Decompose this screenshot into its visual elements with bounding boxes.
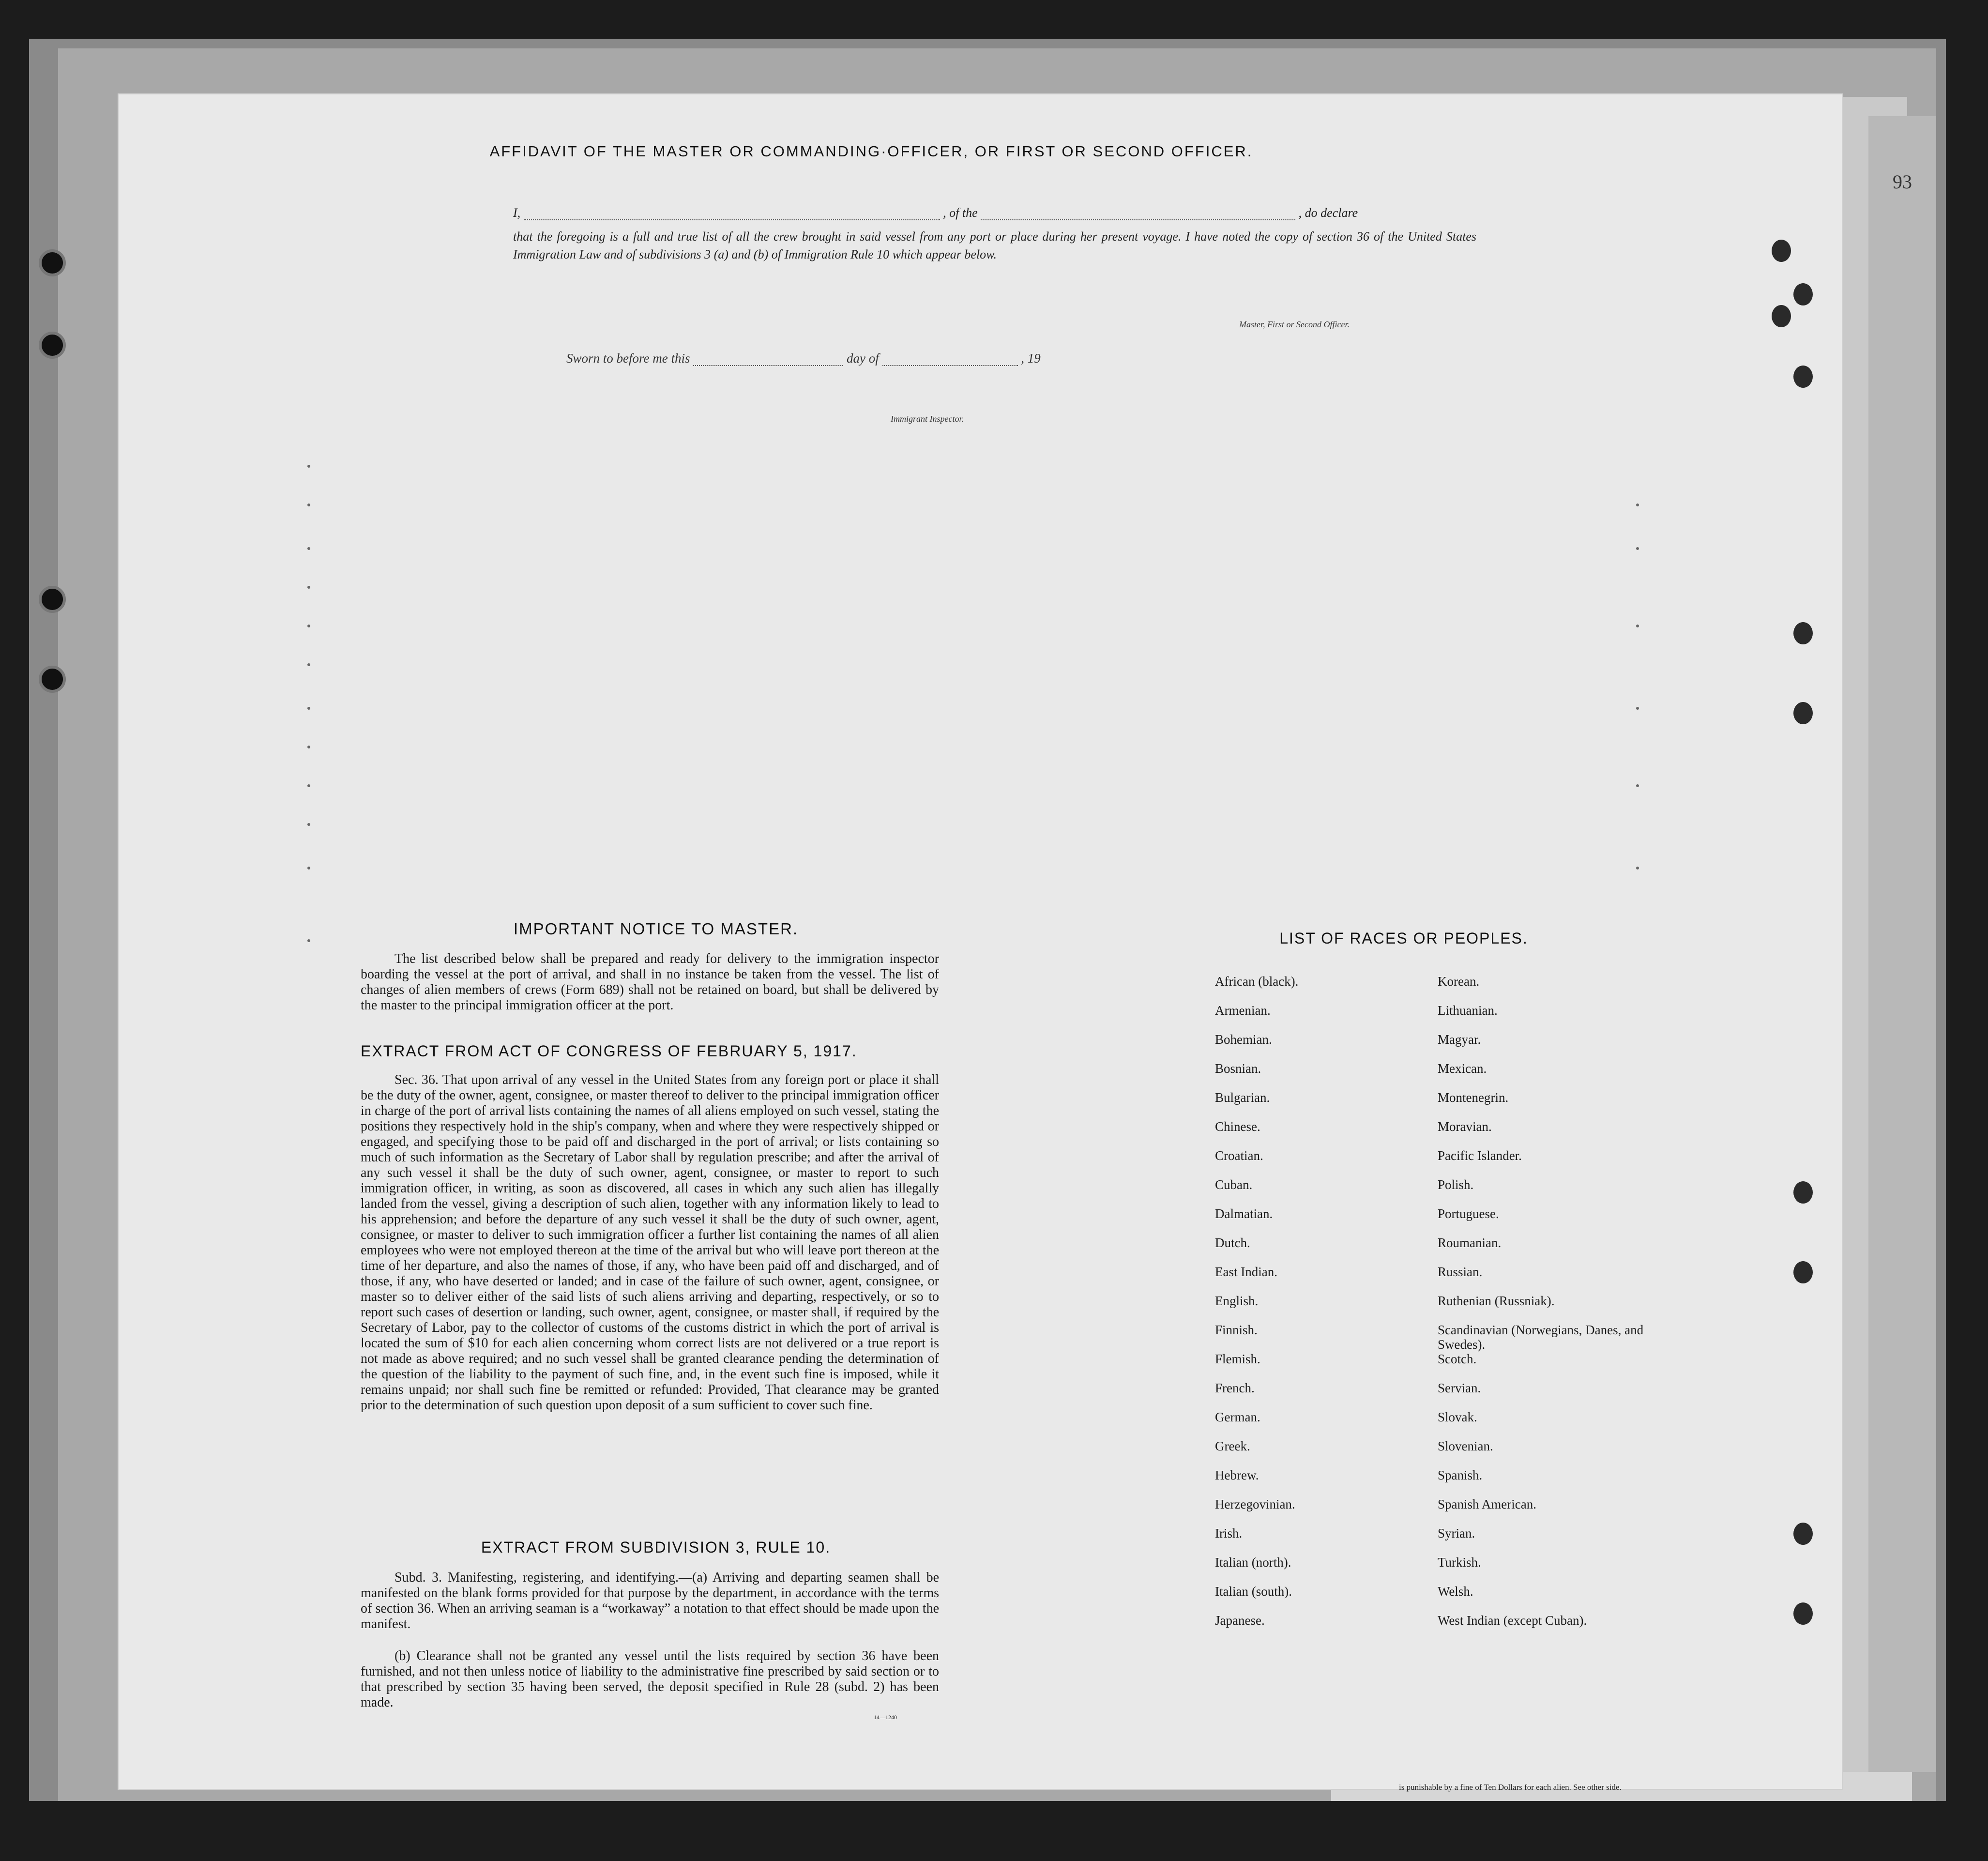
race-item: Scotch. [1438,1352,1477,1366]
punch-hole [1772,240,1791,262]
race-item: Portuguese. [1438,1206,1499,1221]
race-item: Montenegrin. [1438,1090,1509,1105]
punch-hole [39,666,66,693]
race-item: Hebrew. [1215,1468,1259,1482]
race-item: Chinese. [1215,1119,1260,1134]
dot-mark [307,547,310,550]
punch-hole [1793,1523,1813,1545]
race-item: Italian (south). [1215,1584,1292,1599]
race-item: Scandinavian (Norwegians, Danes, and Swedes). [1438,1323,1644,1352]
race-item: Flemish. [1215,1352,1260,1366]
race-item: Ruthenian (Russniak). [1438,1294,1555,1308]
race-item: Lithuanian. [1438,1003,1498,1018]
day-blank [693,355,843,366]
declaration-text: that the foregoing is a full and true list of all the crew brought in said vessel from any port or place during her present voyage. I have noted the copy of section 36 of the United States Immigration Law and of subdivisions 3 (a) and (b) of Immigration Rule 10 which appear below. [513,229,1476,261]
notice-title: IMPORTANT NOTICE TO MASTER. [513,920,799,938]
race-item: Roumanian. [1438,1236,1502,1250]
form-number: 14—1240 [874,1714,897,1721]
race-item: Greek. [1215,1439,1250,1453]
dot-mark [1636,784,1639,787]
dot-mark [307,503,310,506]
race-item: Slovak. [1438,1410,1477,1424]
race-item: Spanish American. [1438,1497,1536,1511]
punch-hole [1793,366,1813,388]
race-item: Turkish. [1438,1555,1481,1570]
dot-mark [307,746,310,748]
race-item: Dutch. [1215,1236,1250,1250]
dot-mark [307,625,310,627]
underlying-page-edge [1868,116,1936,1772]
race-item: Cuban. [1215,1177,1253,1192]
punch-hole [1793,1261,1813,1283]
extract1-text: Sec. 36. That upon arrival of any vessel in the United States from any foreign port or place it shall be the duty of the owner, agent, consignee, or master thereof to deliver to the principal immigration officer in charge of the port of arrival lists containing the names of all aliens employed on such vessel, stating the positions they respectively hold in the ship's company, when and where they were respectively shipped or engaged, and specifying those to be paid off and discharged in the port of arrival; or lists containing so much of such information as the Secretary of Labor shall by regulation prescribe; and after the arrival of any such vessel it shall be the duty of such owner, agent, consignee, or master to report to such immigration officer, in writing, as soon as discovered, all cases in which any such alien has illegally landed from the vessel, giving a description of such alien, together with any information likely to lead to his apprehension; and before the departure of any such vessel it shall be the duty of such owner, agent, consignee, or master to deliver to such immigration officer a further list containing the names of all alien employees who were not employed thereon at the time of the arrival but who will leave port thereon at the time of her departure, and also the names of those, if any, who have been paid off and discharged, and of those, if any, who have deserted or landed; and in case of the failure of such owner, agent, consignee, or master so to deliver either of the said lists of such aliens arriving and departing, respectively, or so to report such cases of desertion or landing, such owner, agent, consignee, or master shall, if required by the Secretary of Labor, pay to the collector of customs of the customs district in which the port of arrival is located the sum of $10 for each alien concerning whom correct lists are not delivered or a true report is not made as above required; and no such vessel shall be granted clearance pending the determination of the question of the liability to the payment of such fine, and, in the event such fine is imposed, while it remains unpaid; nor shall such fine be remitted or refunded: Provided, That clearance may be granted prior to the determination of such question upon deposit of a sum sufficient to cover such fine. [361,1072,939,1413]
notice-text: The list described below shall be prepared and ready for delivery to the immigration inspector boarding the vessel at the port of arrival, and shall in no instance be taken from the vessel. The list of changes of alien members of crews (Form 689) shall not be retained on board, but shall be delivered by the master to the principal immigration officer at the port. [361,951,939,1013]
dot-mark [307,867,310,869]
race-item: Finnish. [1215,1323,1258,1337]
races-title: LIST OF RACES OR PEOPLES. [1279,930,1528,947]
race-item: Mexican. [1438,1061,1487,1076]
race-item: Herzegovinian. [1215,1497,1295,1511]
punch-hole [1793,622,1813,644]
decl-do-declare: , do declare [1298,206,1358,220]
race-item: East Indian. [1215,1265,1277,1279]
dot-mark [1636,503,1639,506]
sworn-label: Sworn to before me this [566,351,690,366]
race-item: German. [1215,1410,1260,1424]
extract2-title: EXTRACT FROM SUBDIVISION 3, RULE 10. [481,1539,831,1556]
race-item: Russian. [1438,1265,1483,1279]
race-item: Croatian. [1215,1148,1263,1163]
name-blank [524,210,940,220]
dot-mark [1636,707,1639,710]
race-item: Magyar. [1438,1032,1481,1047]
day-of-label: day of [847,351,879,366]
dot-mark [1636,547,1639,550]
race-item: Syrian. [1438,1526,1475,1541]
punch-hole [1793,1181,1813,1204]
race-item: Korean. [1438,974,1480,989]
race-item: Italian (north). [1215,1555,1291,1570]
dot-mark [307,465,310,468]
affidavit-title: AFFIDAVIT OF THE MASTER OR COMMANDING·OFFICER, OR FIRST OR SECOND OFFICER. [489,143,1253,160]
inspector-signature-label: Immigrant Inspector. [891,414,964,424]
punch-hole [39,586,66,613]
race-item: Polish. [1438,1177,1474,1192]
master-signature-label: Master, First or Second Officer. [1239,320,1350,329]
declaration-line [513,206,1472,220]
punch-hole [1793,702,1813,724]
decl-i: I, [513,206,521,220]
dot-mark [307,663,310,666]
race-item: Irish. [1215,1526,1243,1541]
race-item: Moravian. [1438,1119,1492,1134]
punch-hole [39,249,66,276]
race-item: Armenian. [1215,1003,1271,1018]
race-item: West Indian (except Cuban). [1438,1613,1587,1628]
dot-mark [307,939,310,942]
dot-mark [307,784,310,787]
bottom-note: is punishable by a fine of Ten Dollars for each alien. See other side. [1399,1783,1622,1792]
race-item: English. [1215,1294,1259,1308]
race-item: Dalmatian. [1215,1206,1273,1221]
punch-hole [39,332,66,359]
sworn-line [566,351,1147,366]
punch-hole [1772,305,1791,327]
race-item: Slovenian. [1438,1439,1493,1453]
race-item: Servian. [1438,1381,1481,1395]
race-item: Bohemian. [1215,1032,1272,1047]
dot-mark [307,707,310,710]
race-item: Japanese. [1215,1613,1265,1628]
race-item: Welsh. [1438,1584,1473,1599]
punch-hole [1793,1602,1813,1625]
race-item: Spanish. [1438,1468,1483,1482]
extract2-text-a: Subd. 3. Manifesting, registering, and identifying.—(a) Arriving and departing seamen shall be manifested on the blank forms provided for that purpose by the department, in accordance with the terms of section 36. When an arriving seaman is a “workaway” a notation to that effect should be made upon the manifest. [361,1570,939,1632]
dot-mark [307,823,310,826]
dot-mark [307,586,310,589]
month-blank [882,355,1018,366]
page-number: 93 [1893,171,1912,193]
race-item: Bulgarian. [1215,1090,1270,1105]
vessel-blank [981,210,1295,220]
race-item: French. [1215,1381,1255,1395]
punch-hole [1793,283,1813,305]
extract1-title: EXTRACT FROM ACT OF CONGRESS OF FEBRUARY 5, 1917. [361,1042,857,1060]
dot-mark [1636,867,1639,869]
race-item: African (black). [1215,974,1299,989]
decl-of-the: , of the [943,206,978,220]
extract2-text-b: (b) Clearance shall not be granted any vessel until the lists required by section 36 have been furnished, and not then unless notice of liability to the administrative fine prescribed by said section or to that prescribed by section 35 having been served, the deposit specified in Rule 28 (subd. 2) has been made. [361,1648,939,1710]
race-item: Pacific Islander. [1438,1148,1522,1163]
year-label: , 19 [1021,351,1041,366]
race-item: Bosnian. [1215,1061,1261,1076]
dot-mark [1636,625,1639,627]
